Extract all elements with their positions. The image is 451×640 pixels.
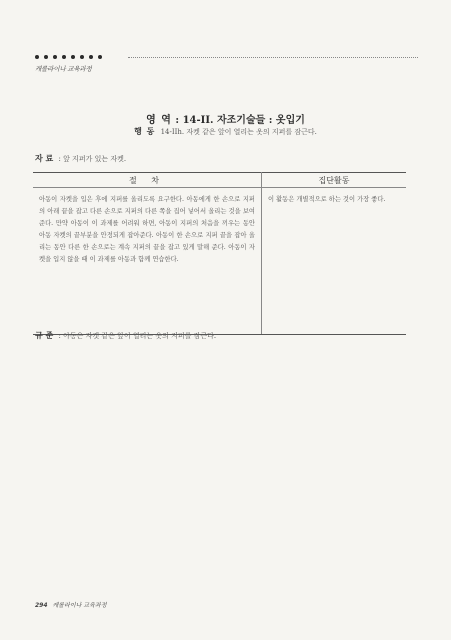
criterion-line <box>35 330 216 341</box>
domain-label: 영 역 <box>146 115 172 126</box>
criterion-label: 규 준 <box>35 330 54 340</box>
header-dot <box>44 55 48 59</box>
running-header: 캐롤라이나 교육과정 <box>35 65 92 73</box>
footer-text: 캐롤라이나 교육과정 <box>52 602 107 609</box>
header-dot <box>89 55 93 59</box>
behavior-line <box>0 126 451 137</box>
group-activity-header: 집단활동 <box>262 173 407 188</box>
header-dot <box>35 55 39 59</box>
procedure-table <box>33 172 406 335</box>
procedure-cell: 아동이 자켓을 입은 후에 지퍼를 올리도록 요구한다. 아동에게 한 손으로 지퍼의 아래 끝을 잡고 다른 손으로 지퍼의 다른 쪽을 집어 넣어서 올리는 것을 보여준다. 만약 아동이 이 과제를 어려워 하면, 아동이 지퍼의 처음을 끼우는 동안 아동 자켓의 끝부분을 안정되게 잡아준다. 아동이 한 손으로 지퍼 끝을 잡아 올리는 동안 다른 한 손으로는 계속 지퍼의 끝을 잡고 있게 말해 준다. 아동이 자켓을 입지 않을 때 이 과제를 아동과 함께 연습한다. <box>33 188 262 335</box>
header-dots <box>35 55 102 59</box>
table-header-row <box>33 173 406 188</box>
domain-separator: : <box>175 115 180 126</box>
table-row <box>33 188 406 335</box>
domain-text: 14-II. 자조기술들 : 옷입기 <box>182 115 305 126</box>
materials-line <box>35 153 126 164</box>
materials-label: 자 료 <box>35 153 54 163</box>
group-activity-cell: 이 활동은 개별적으로 하는 것이 가장 좋다. <box>262 188 407 335</box>
header-dot <box>80 55 84 59</box>
behavior-label: 행 동 <box>134 126 156 136</box>
header-dot <box>98 55 102 59</box>
header-dot <box>71 55 75 59</box>
materials-text: : 앞 지퍼가 있는 자켓. <box>58 155 127 163</box>
procedure-header: 절 차 <box>33 173 262 188</box>
page-number: 294 <box>35 602 48 609</box>
behavior-text: 14-IIh. 자켓 같은 앞이 열리는 옷의 지퍼를 잠근다. <box>160 128 317 136</box>
header-dot <box>62 55 66 59</box>
header-rule <box>128 57 418 58</box>
header-dot <box>53 55 57 59</box>
criterion-text: : 아동은 자켓 같은 앞이 열리는 옷의 지퍼를 잠근다. <box>58 332 217 340</box>
page-footer <box>35 600 107 609</box>
domain-title <box>0 111 451 126</box>
